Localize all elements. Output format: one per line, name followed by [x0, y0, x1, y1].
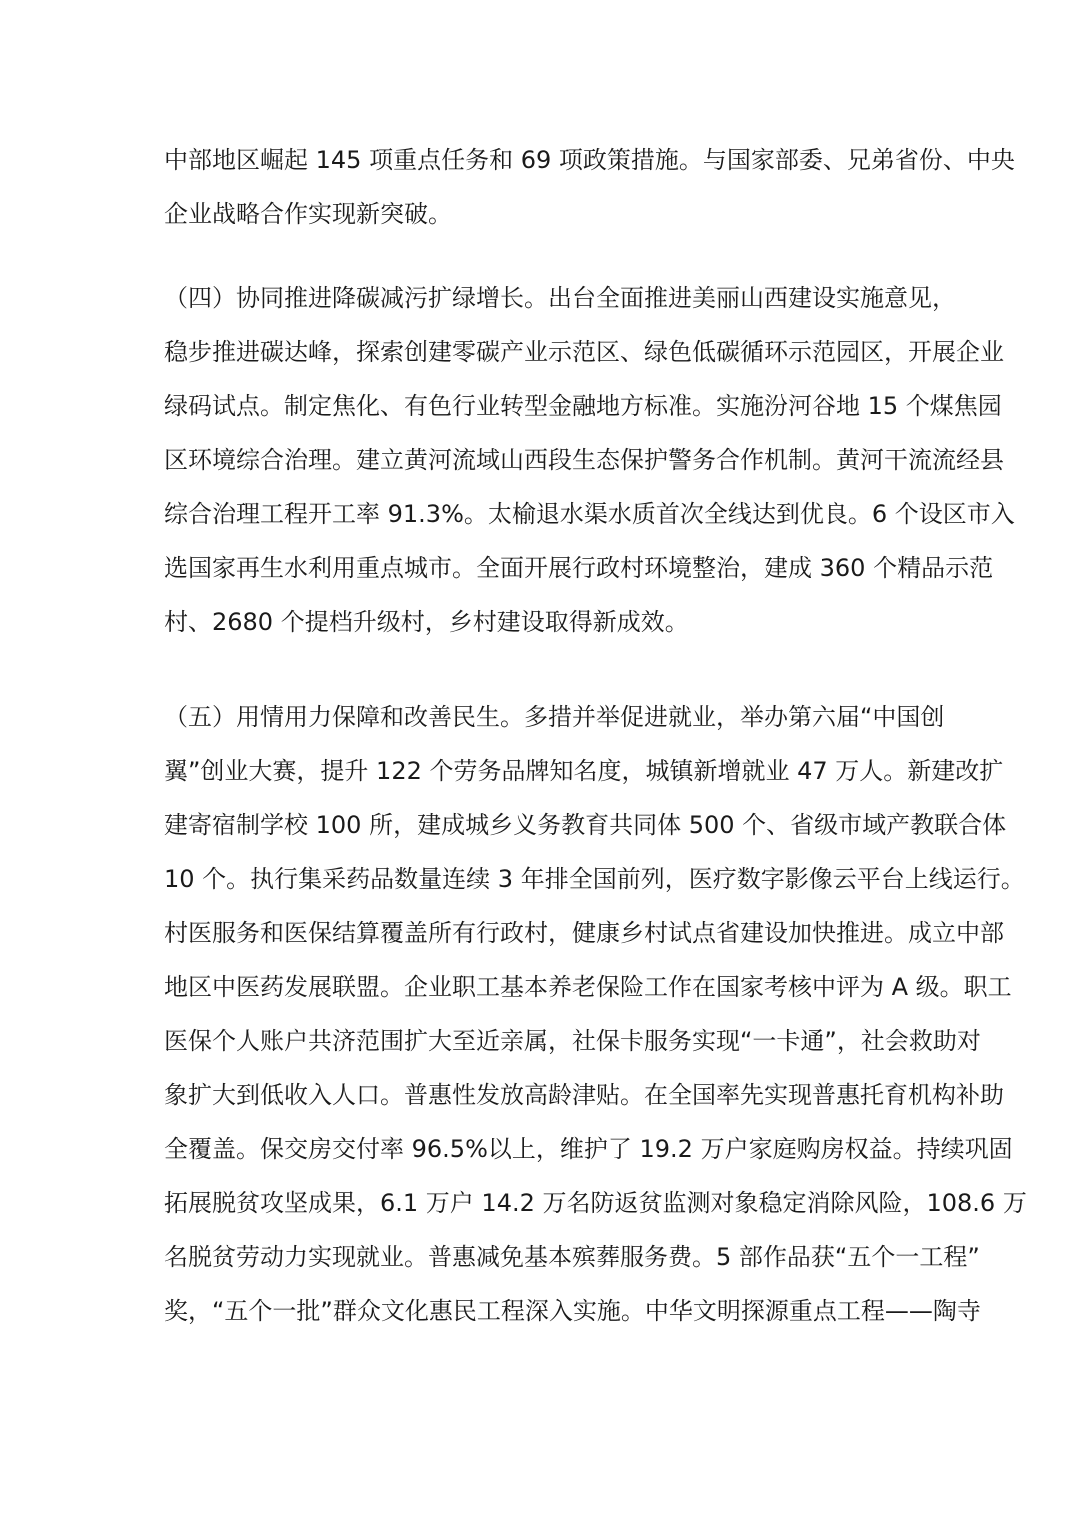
text-line: 名脱贫劳动力实现就业。普惠减免基本殡葬服务费。5 部作品获“五个一工程” [164, 1243, 980, 1271]
text-line: 10 个。执行集采药品数量连续 3 年排全国前列，医疗数字影像云平台上线运行。 [164, 865, 1025, 893]
text-line: 全覆盖。保交房交付率 96.5%以上，维护了 19.2 万户家庭购房权益。持续巩固 [164, 1135, 1013, 1163]
text-line: 翼”创业大赛，提升 122 个劳务品牌知名度，城镇新增就业 47 万人。新建改扩 [164, 757, 1004, 785]
text-line: 企业战略合作实现新突破。 [164, 200, 452, 228]
text-line: 绿码试点。制定焦化、有色行业转型金融地方标准。实施汾河谷地 15 个煤焦园 [164, 392, 1002, 420]
text-line: （五）用情用力保障和改善民生。多措并举促进就业，举办第六届“中国创 [164, 703, 945, 731]
text-line: （四）协同推进降碳减污扩绿增长。出台全面推进美丽山西建设实施意见， [164, 284, 956, 312]
text-line: 奖，“五个一批”群众文化惠民工程深入实施。中华文明探源重点工程——陶寺 [164, 1297, 981, 1325]
text-line: 建寄宿制学校 100 所，建成城乡义务教育共同体 500 个、省级市域产教联合体 [164, 811, 1007, 839]
text-line: 区环境综合治理。建立黄河流域山西段生态保护警务合作机制。黄河干流流经县 [164, 446, 1004, 474]
paragraph-central-region [164, 133, 1015, 241]
text-line: 医保个人账户共济范围扩大至近亲属，社保卡服务实现“一卡通”，社会救助对 [164, 1027, 981, 1055]
paragraph-carbon-reduction [164, 271, 1015, 649]
text-line: 稳步推进碳达峰，探索创建零碳产业示范区、绿色低碳循环示范园区，开展企业 [164, 338, 1004, 366]
text-line: 中部地区崛起 145 项重点任务和 69 项政策措施。与国家部委、兄弟省份、中央 [164, 146, 1015, 174]
text-line: 村、2680 个提档升级村，乡村建设取得新成效。 [164, 608, 689, 636]
text-line: 象扩大到低收入人口。普惠性发放高龄津贴。在全国率先实现普惠托育机构补助 [164, 1081, 1004, 1109]
text-line: 村医服务和医保结算覆盖所有行政村，健康乡村试点省建设加快推进。成立中部 [164, 919, 1004, 947]
text-line: 综合治理工程开工率 91.3%。太榆退水渠水质首次全线达到优良。6 个设区市入 [164, 500, 1015, 528]
text-line: 选国家再生水利用重点城市。全面开展行政村环境整治，建成 360 个精品示范 [164, 554, 994, 582]
paragraph-livelihood [164, 690, 1027, 1338]
text-line: 拓展脱贫攻坚成果，6.1 万户 14.2 万名防返贫监测对象稳定消除风险，108.6 万 [164, 1189, 1027, 1217]
text-line: 地区中医药发展联盟。企业职工基本养老保险工作在国家考核中评为 A 级。职工 [164, 973, 1012, 1001]
